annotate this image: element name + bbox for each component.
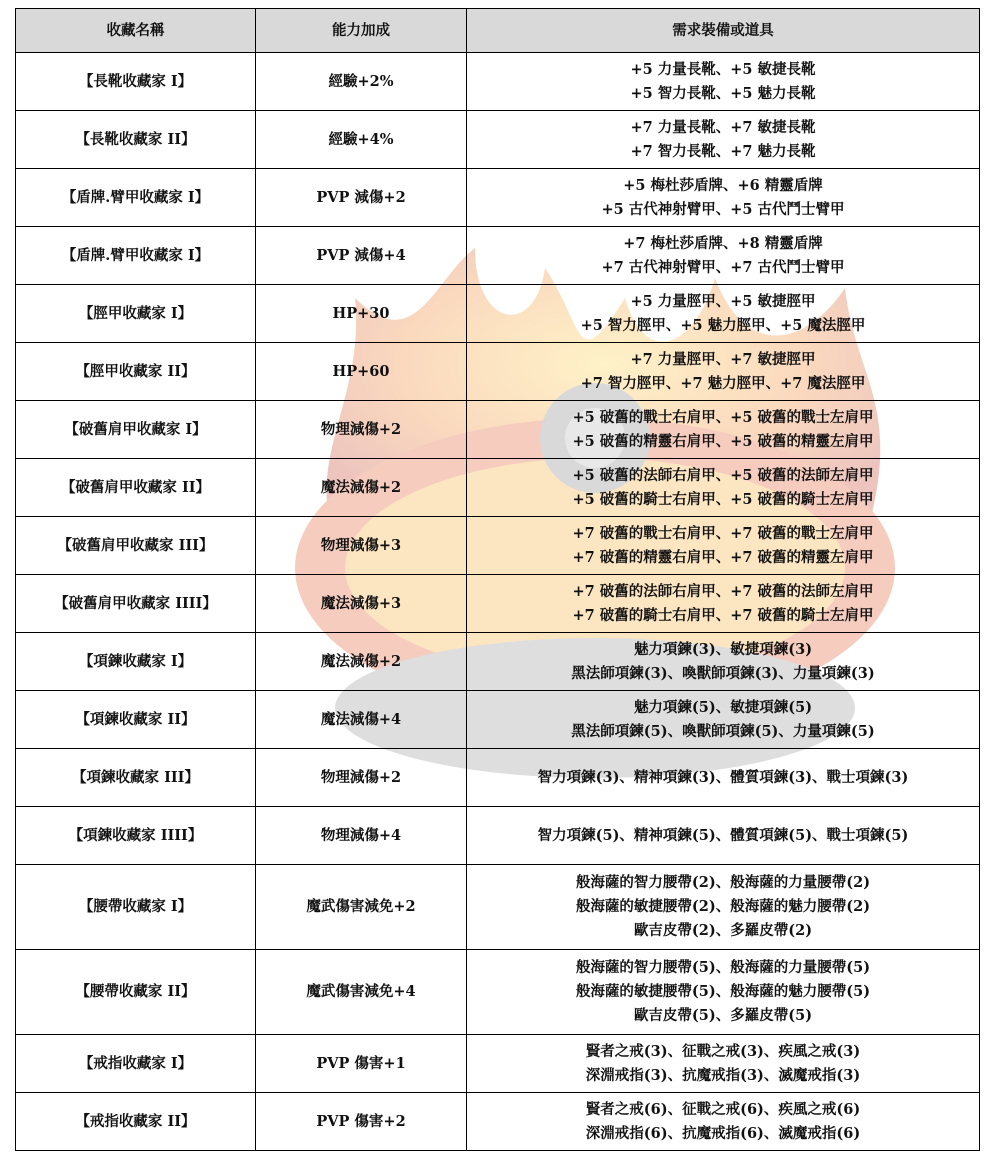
collection-table (15, 8, 980, 1151)
table-row (16, 459, 980, 517)
collection-name: 【長靴收藏家 II】 (16, 111, 256, 169)
table-row (16, 807, 980, 865)
required-item-line: 賢者之戒(3)、征戰之戒(3)、疾風之戒(3) (585, 1042, 861, 1060)
required-item-line: +5 梅杜莎盾牌、+6 精靈盾牌 (623, 176, 823, 194)
table-row (16, 865, 980, 950)
collection-table-container (15, 8, 979, 1151)
collection-name: 【破舊肩甲收藏家 II】 (16, 459, 256, 517)
required-items (467, 111, 980, 169)
required-item-line: 深淵戒指(3)、抗魔戒指(3)、滅魔戒指(3) (585, 1066, 861, 1084)
ability-bonus: 經驗+4% (256, 111, 467, 169)
required-items (467, 633, 980, 691)
table-row (16, 691, 980, 749)
table-row (16, 53, 980, 111)
required-items (467, 807, 980, 865)
required-items (467, 227, 980, 285)
required-items (467, 575, 980, 633)
ability-bonus: 魔法減傷+2 (256, 633, 467, 691)
ability-bonus: 物理減傷+2 (256, 749, 467, 807)
table-row (16, 749, 980, 807)
required-item-line: 智力項鍊(3)、精神項鍊(3)、體質項鍊(3)、戰士項鍊(3) (537, 768, 909, 786)
table-row (16, 343, 980, 401)
required-item-line: +5 破舊的法師右肩甲、+5 破舊的法師左肩甲 (572, 466, 874, 484)
table-row (16, 401, 980, 459)
collection-name: 【盾牌.臂甲收藏家 I】 (16, 169, 256, 227)
required-item-line: +7 破舊的戰士右肩甲、+7 破舊的戰士左肩甲 (572, 524, 874, 542)
required-item-line: +5 力量長靴、+5 敏捷長靴 (630, 60, 816, 78)
collection-name: 【破舊肩甲收藏家 IIII】 (16, 575, 256, 633)
ability-bonus: PVP 減傷+4 (256, 227, 467, 285)
table-header-row (16, 9, 980, 53)
required-item-line: +5 破舊的戰士右肩甲、+5 破舊的戰士左肩甲 (572, 408, 874, 426)
ability-bonus: 物理減傷+3 (256, 517, 467, 575)
ability-bonus: PVP 傷害+1 (256, 1035, 467, 1093)
required-items (467, 1035, 980, 1093)
required-item-line: 般海薩的敏捷腰帶(2)、般海薩的魅力腰帶(2) (575, 898, 871, 915)
required-items (467, 749, 980, 807)
required-items (467, 285, 980, 343)
collection-name: 【脛甲收藏家 I】 (16, 285, 256, 343)
required-item-line: +7 力量脛甲、+7 敏捷脛甲 (630, 350, 816, 368)
collection-name: 【破舊肩甲收藏家 III】 (16, 517, 256, 575)
ability-bonus: PVP 傷害+2 (256, 1093, 467, 1151)
table-row (16, 169, 980, 227)
ability-bonus: 魔法減傷+4 (256, 691, 467, 749)
required-item-line: +7 破舊的精靈右肩甲、+7 破舊的精靈左肩甲 (572, 548, 874, 566)
collection-name: 【項鍊收藏家 II】 (16, 691, 256, 749)
collection-name: 【盾牌.臂甲收藏家 I】 (16, 227, 256, 285)
collection-name: 【戒指收藏家 I】 (16, 1035, 256, 1093)
required-items (467, 1093, 980, 1151)
required-items (467, 950, 980, 1035)
table-row (16, 1093, 980, 1151)
required-item-line: +7 智力脛甲、+7 魅力脛甲、+7 魔法脛甲 (580, 374, 866, 392)
ability-bonus: HP+30 (256, 285, 467, 343)
required-item-line: 魅力項鍊(5)、敏捷項鍊(5) (633, 698, 813, 716)
required-item-line: 般海薩的智力腰帶(5)、般海薩的力量腰帶(5) (575, 959, 871, 976)
ability-bonus: PVP 減傷+2 (256, 169, 467, 227)
required-item-line: 般海薩的敏捷腰帶(5)、般海薩的魅力腰帶(5) (575, 983, 871, 1000)
required-items (467, 343, 980, 401)
collection-name: 【脛甲收藏家 II】 (16, 343, 256, 401)
header-ability-bonus: 能力加成 (256, 9, 467, 53)
ability-bonus: 物理減傷+2 (256, 401, 467, 459)
ability-bonus: 物理減傷+4 (256, 807, 467, 865)
table-row (16, 950, 980, 1035)
table-row (16, 1035, 980, 1093)
required-item-line: +5 破舊的騎士右肩甲、+5 破舊的騎士左肩甲 (572, 490, 874, 508)
required-item-line: 智力項鍊(5)、精神項鍊(5)、體質項鍊(5)、戰士項鍊(5) (537, 826, 909, 844)
required-item-line: +5 古代神射臂甲、+5 古代鬥士臂甲 (601, 200, 845, 218)
required-items (467, 517, 980, 575)
collection-name: 【腰帶收藏家 II】 (16, 950, 256, 1035)
table-row (16, 633, 980, 691)
required-item-line: 魅力項鍊(3)、敏捷項鍊(3) (633, 640, 813, 658)
required-item-line: 黑法師項鍊(5)、喚獸師項鍊(5)、力量項鍊(5) (571, 722, 875, 740)
header-collection-name: 收藏名稱 (16, 9, 256, 53)
collection-name: 【項鍊收藏家 IIII】 (16, 807, 256, 865)
required-item-line: 歐吉皮帶(2)、多羅皮帶(2) (633, 922, 813, 939)
required-item-line: +7 智力長靴、+7 魅力長靴 (630, 142, 816, 160)
required-item-line: 歐吉皮帶(5)、多羅皮帶(5) (633, 1007, 813, 1024)
ability-bonus: 魔武傷害減免+2 (256, 865, 467, 950)
table-row (16, 111, 980, 169)
required-item-line: 賢者之戒(6)、征戰之戒(6)、疾風之戒(6) (585, 1100, 861, 1118)
required-item-line: 般海薩的智力腰帶(2)、般海薩的力量腰帶(2) (575, 874, 871, 891)
required-item-line: +7 破舊的騎士右肩甲、+7 破舊的騎士左肩甲 (572, 606, 874, 624)
table-row (16, 517, 980, 575)
ability-bonus: 魔武傷害減免+4 (256, 950, 467, 1035)
required-item-line: +5 破舊的精靈右肩甲、+5 破舊的精靈左肩甲 (572, 432, 874, 450)
table-row (16, 285, 980, 343)
required-item-line: +5 力量脛甲、+5 敏捷脛甲 (630, 292, 816, 310)
collection-name: 【破舊肩甲收藏家 I】 (16, 401, 256, 459)
required-item-line: +5 智力長靴、+5 魅力長靴 (630, 84, 816, 102)
collection-name: 【長靴收藏家 I】 (16, 53, 256, 111)
required-items (467, 401, 980, 459)
ability-bonus: HP+60 (256, 343, 467, 401)
required-items (467, 459, 980, 517)
required-item-line: 深淵戒指(6)、抗魔戒指(6)、滅魔戒指(6) (585, 1124, 861, 1142)
header-required-items: 需求裝備或道具 (467, 9, 980, 53)
required-items (467, 169, 980, 227)
required-items (467, 53, 980, 111)
collection-name: 【戒指收藏家 II】 (16, 1093, 256, 1151)
collection-name: 【項鍊收藏家 I】 (16, 633, 256, 691)
ability-bonus: 魔法減傷+2 (256, 459, 467, 517)
required-items (467, 865, 980, 950)
table-row (16, 575, 980, 633)
required-item-line: +5 智力脛甲、+5 魅力脛甲、+5 魔法脛甲 (580, 316, 866, 334)
required-items (467, 691, 980, 749)
required-item-line: +7 古代神射臂甲、+7 古代鬥士臂甲 (601, 258, 845, 276)
ability-bonus: 經驗+2% (256, 53, 467, 111)
required-item-line: +7 破舊的法師右肩甲、+7 破舊的法師左肩甲 (572, 582, 874, 600)
required-item-line: +7 力量長靴、+7 敏捷長靴 (630, 118, 816, 136)
table-row (16, 227, 980, 285)
required-item-line: +7 梅杜莎盾牌、+8 精靈盾牌 (623, 234, 823, 252)
collection-name: 【項鍊收藏家 III】 (16, 749, 256, 807)
collection-name: 【腰帶收藏家 I】 (16, 865, 256, 950)
required-item-line: 黑法師項鍊(3)、喚獸師項鍊(3)、力量項鍊(3) (571, 664, 875, 682)
ability-bonus: 魔法減傷+3 (256, 575, 467, 633)
